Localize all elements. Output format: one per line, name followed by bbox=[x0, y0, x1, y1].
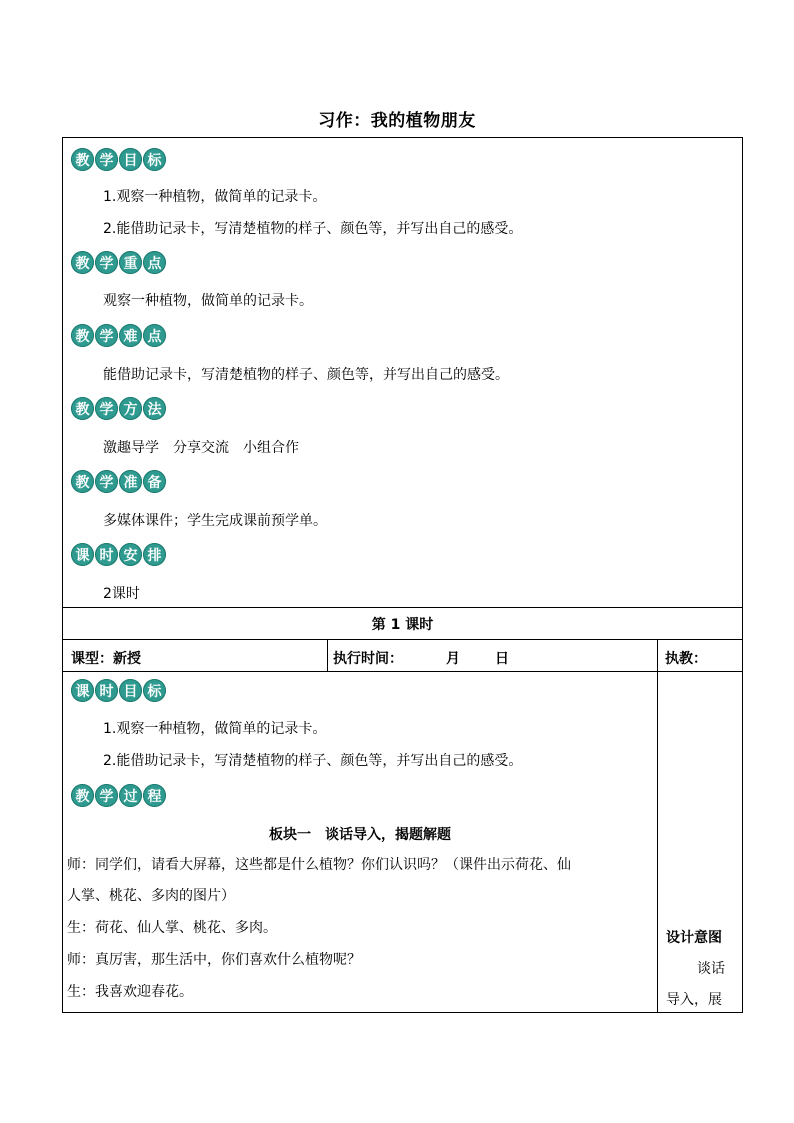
day-label: 日 bbox=[495, 651, 509, 667]
execution-time-label: 执行时间： bbox=[333, 651, 403, 667]
dialogue-line: 生：我喜欢迎春花。 bbox=[67, 984, 193, 1000]
divider bbox=[657, 671, 658, 1012]
design-intent-line: 谈话 bbox=[697, 961, 725, 977]
design-intent-title: 设计意图 bbox=[666, 930, 722, 946]
teacher-label: 执教： bbox=[665, 651, 707, 667]
badge-lesson-goals: 课 时 目 标 bbox=[71, 679, 166, 703]
divider bbox=[63, 639, 742, 640]
schedule-line: 2课时 bbox=[103, 586, 140, 602]
goal-line-1: 1.观察一种植物，做简单的记录卡。 bbox=[103, 189, 327, 205]
badge-key-points: 教 学 重 点 bbox=[71, 251, 166, 275]
divider bbox=[327, 639, 328, 671]
lesson-goal-line-1: 1.观察一种植物，做简单的记录卡。 bbox=[103, 721, 327, 737]
methods-line: 激趣导学 分享交流 小组合作 bbox=[103, 440, 299, 456]
dialogue-line: 师：真厉害，那生活中，你们喜欢什么植物呢？ bbox=[67, 952, 361, 968]
badge-teaching-goals: 教 学 目 标 bbox=[71, 148, 166, 172]
design-intent-line: 导入，展 bbox=[666, 992, 722, 1008]
badge-methods: 教 学 方 法 bbox=[71, 397, 166, 421]
dialogue-line: 师：同学们，请看大屏幕，这些都是什么植物？你们认识吗？（课件出示荷花、仙 bbox=[67, 857, 571, 873]
difficulty-line: 能借助记录卡，写清楚植物的样子、颜色等，并写出自己的感受。 bbox=[103, 367, 509, 383]
month-label: 月 bbox=[446, 651, 460, 667]
document-title: 习作：我的植物朋友 bbox=[318, 111, 476, 131]
divider bbox=[63, 607, 742, 608]
key-point-line: 观察一种植物，做简单的记录卡。 bbox=[103, 293, 313, 309]
divider bbox=[63, 671, 742, 672]
badge-preparation: 教 学 准 备 bbox=[71, 470, 166, 494]
goal-line-2: 2.能借助记录卡，写清楚植物的样子、颜色等，并写出自己的感受。 bbox=[103, 221, 523, 237]
badge-difficulties: 教 学 难 点 bbox=[71, 324, 166, 348]
block-title: 板块一 谈话导入，揭题解题 bbox=[269, 827, 451, 843]
lesson-type: 课型：新授 bbox=[71, 651, 141, 667]
dialogue-line: 生：荷花、仙人掌、桃花、多肉。 bbox=[67, 920, 277, 936]
divider bbox=[657, 639, 658, 671]
lesson-heading: 第 1 课时 bbox=[371, 617, 434, 633]
badge-teaching-process: 教 学 过 程 bbox=[71, 784, 166, 808]
lesson-plan-table bbox=[62, 137, 743, 1013]
lesson-goal-line-2: 2.能借助记录卡，写清楚植物的样子、颜色等，并写出自己的感受。 bbox=[103, 753, 523, 769]
preparation-line: 多媒体课件；学生完成课前预学单。 bbox=[103, 513, 327, 529]
badge-schedule: 课 时 安 排 bbox=[71, 543, 166, 567]
dialogue-line: 人掌、桃花、多肉的图片） bbox=[67, 888, 235, 904]
